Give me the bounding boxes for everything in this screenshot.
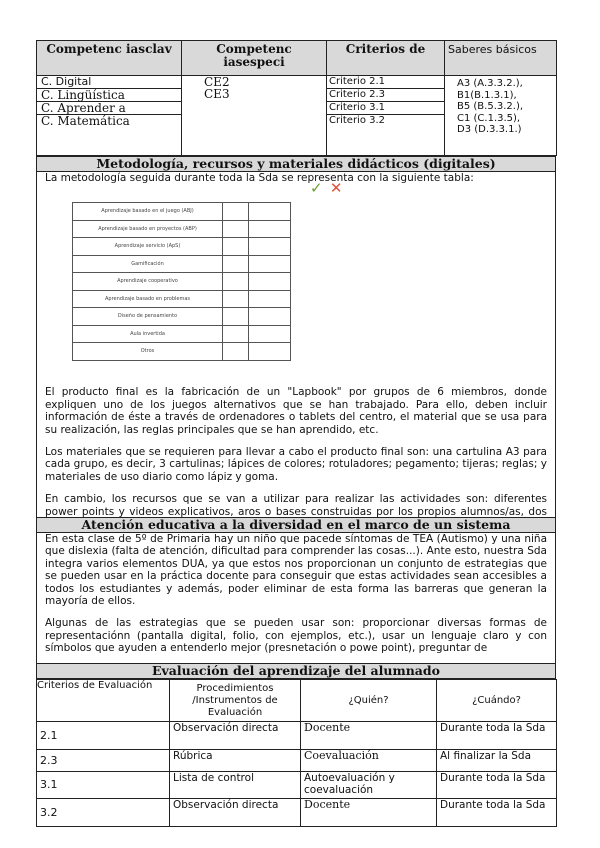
saber-item: A3 (A.3.3.2.), (457, 78, 523, 89)
methodology-label: Aprendizaje basado en el juego (ABJ) (73, 203, 223, 221)
saber-item: D3 (D.3.3.1.) (457, 124, 522, 135)
methodology-cross-cell (249, 220, 291, 238)
table-row (73, 308, 291, 326)
check-icon: ✓ (310, 179, 323, 198)
metodologia-table-area (45, 179, 547, 355)
metodologia-intro: La metodología seguida durante toda la Sda se representa con la siguiente tabla: (45, 172, 474, 184)
criterio-item: Criterio 2.1 (327, 76, 444, 89)
metodologia-paragraph: El producto final es la fabricación de un "Lapbook" por grupos de 6 miembros, donde expliquen uno de los juegos alternativos que se han trabajado. Para ello, deben incluir información de éste a través de ordenadores o tablets del centro, el material que se usa para su realización, las reglas principales que se han aprendido, etc. (45, 386, 547, 436)
saber-item: B1(B.1.3.1), (457, 89, 517, 101)
header-quien: ¿Quién? (301, 680, 437, 722)
header-cuando: ¿Cuándo? (437, 680, 557, 722)
methodology-cross-cell (249, 308, 291, 326)
table-row (37, 799, 557, 827)
quien-cell: Autoevaluación y coevaluación (301, 772, 437, 799)
methodology-check-cell (223, 325, 249, 343)
methodology-check-cell (223, 308, 249, 326)
competencia-clave-item: C. Aprender a (37, 102, 181, 115)
table-header-row (37, 680, 557, 722)
cuando-cell: Durante toda la Sda (437, 772, 557, 799)
table-row (73, 220, 291, 238)
methodology-check-cell (223, 255, 249, 273)
header-saberes: Saberes básicos (445, 41, 557, 76)
table-row (73, 238, 291, 256)
criterio-item: Criterio 3.2 (329, 115, 386, 126)
competencias-clave-cell (37, 76, 182, 156)
competencia-especifica-item: CE2 (204, 75, 230, 89)
header-criterios: Criterios de (327, 41, 445, 76)
procedimiento-cell: Rúbrica (170, 750, 301, 772)
methodology-label: Aprendizaje servicio (ApS) (73, 238, 223, 256)
saberes-cell (445, 76, 557, 156)
atencion-paragraph: Algunas de las estrategias que se pueden usar son: proporcionar diversas formas de representaciónn (pantalla digital, folio, con ejemplos, etc.), usar un lenguaje claro y con símbolos que ayuden a entenderlo mejor (presnetación o powe point), preguntar de (45, 617, 547, 655)
table-row (73, 273, 291, 291)
methodology-cross-cell (249, 290, 291, 308)
criterio-item: Criterio 3.1 (327, 102, 444, 115)
methodology-check-cell (223, 273, 249, 291)
criterios-cell (327, 76, 445, 156)
methodology-cross-cell (249, 255, 291, 273)
methodology-check-cell (223, 343, 249, 361)
methodology-label: Aprendizaje cooperativo (73, 273, 223, 291)
methodology-check-cell (223, 220, 249, 238)
metodologia-paragraph: Los materiales que se requieren para llevar a cabo el producto final son: una cartulina A3 para cada grupo, es decir, 3 cartulinas; lápices de colores; rotuladores; pegamento; tijeras; reglas; y materiales de uso diario como lápiz y goma. (45, 446, 547, 483)
methodology-check-cell (223, 290, 249, 308)
cuando-cell: Durante toda la Sda (437, 799, 557, 827)
table-row (73, 255, 291, 273)
procedimiento-cell: Observación directa (170, 722, 301, 750)
methodology-label: Otros (73, 343, 223, 361)
saber-item: B5 (B.5.3.2.), (457, 101, 524, 112)
competencia-clave-item: C. Matemática (41, 114, 130, 128)
methodology-label: Aula invertida (73, 325, 223, 343)
metodologia-paragraph: En cambio, los recursos que se van a utilizar para realizar las actividades son: diferentes power points y videos explicativos, aros o bases construidas por los propios alumnos/as, dos (45, 493, 547, 517)
evaluation-table (36, 679, 557, 827)
competencia-especifica-item: CE3 (204, 87, 230, 101)
header-procedimientos: Procedimientos /Instrumentos de Evaluación (170, 680, 301, 722)
methodology-cross-cell (249, 203, 291, 221)
competencia-clave-item: C. Digital (37, 76, 181, 89)
cuando-cell: Durante toda la Sda (437, 722, 557, 750)
methodology-check-cell (223, 238, 249, 256)
methodology-cross-cell (249, 238, 291, 256)
competences-table (36, 40, 557, 156)
methodology-cross-cell (249, 343, 291, 361)
table-row (73, 325, 291, 343)
criterio-cell: 2.1 (37, 722, 170, 750)
competencia-clave-item: C. Lingüística (37, 89, 181, 102)
header-competencias-especificas: Competenc iasespeci (182, 41, 327, 76)
metodologia-title: Metodología, recursos y materiales didácticos (digitales) (36, 156, 556, 172)
atencion-title: Atención educativa a la diversidad en el marco de un sistema (36, 517, 556, 533)
quien-cell: Docente (301, 722, 437, 750)
atencion-body (36, 533, 556, 663)
methodology-cross-cell (249, 325, 291, 343)
cuando-cell: Al finalizar la Sda (437, 750, 557, 772)
competencias-especificas-cell (182, 76, 327, 156)
table-row (37, 750, 557, 772)
criterio-cell: 3.2 (37, 799, 170, 827)
header-competencias-clave: Competenc iasclav (37, 41, 182, 76)
header-criterios-evaluacion: Criterios de Evaluación (37, 680, 170, 722)
methodology-check-cell (223, 203, 249, 221)
table-row (37, 772, 557, 799)
methodology-label: Gamificación (73, 255, 223, 273)
methodology-label: Diseño de pensamiento (73, 308, 223, 326)
criterio-cell: 3.1 (37, 772, 170, 799)
criterio-item: Criterio 2.3 (327, 89, 444, 102)
methodology-cross-cell (249, 273, 291, 291)
metodologia-body (36, 172, 556, 517)
procedimiento-cell: Lista de control (170, 772, 301, 799)
criterio-cell: 2.3 (37, 750, 170, 772)
saber-item: C1 (C.1.3.5), (457, 112, 521, 124)
table-row (73, 343, 291, 361)
document-page (36, 40, 556, 827)
methodology-label: Aprendizaje basado en proyectos (ABP) (73, 220, 223, 238)
table-row (73, 290, 291, 308)
quien-cell: Docente (301, 799, 437, 827)
evaluacion-title: Evaluación del aprendizaje del alumnado (36, 663, 556, 679)
cross-icon: ✕ (329, 179, 343, 198)
procedimiento-cell: Observación directa (170, 799, 301, 827)
methodology-table (72, 202, 291, 361)
methodology-label: Aprendizaje basado en problemas (73, 290, 223, 308)
table-row (73, 203, 291, 221)
quien-cell: Coevaluación (301, 750, 437, 772)
table-row (37, 722, 557, 750)
atencion-paragraph: En esta clase de 5º de Primaria hay un niño que pacede síntomas de TEA (Autismo) y una niña que dislexia (falta de atención, dificultad para comprender las cosas...). Ante esto, nuestra Sda integra varios elementos DUA, ya que estos nos proporcionan un conjunto de estrategias que se pueden usar en la práctica docente para conseguir que estas actividades sean accesibles a todos los estudiantes y además, poder eliminar de esta forma las barreras que generan la mayoría de ellos. (45, 533, 547, 608)
